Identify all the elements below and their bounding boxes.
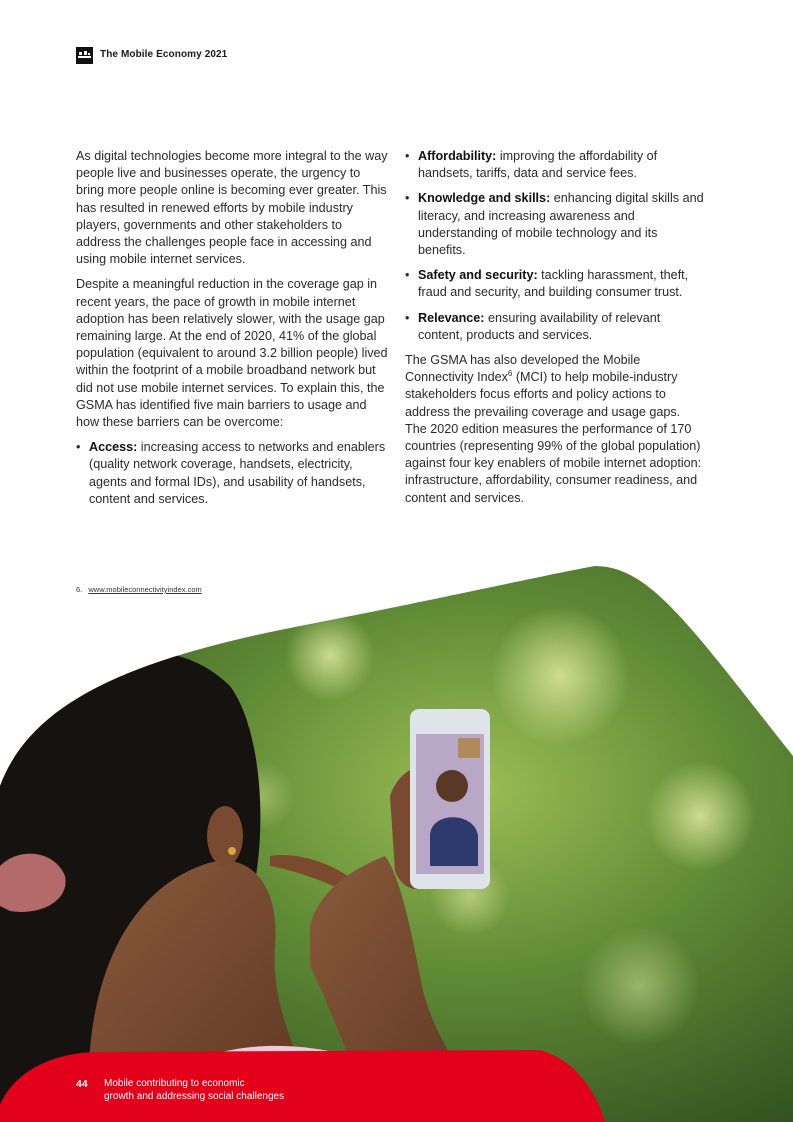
bullet-text: enhancing digital skills and literacy, and increasing awareness and understanding of mobile technology and its benefits. [418,191,704,258]
report-title: The Mobile Economy 2021 [100,49,228,60]
bullet-term: Access: [89,440,138,455]
bullet-term: Relevance: [418,310,485,325]
bullet-text: tackling harassment, theft, fraud and security, and building consumer trust. [418,268,689,300]
footnote-marker: 6 [507,369,513,379]
list-item-affordability [405,148,705,182]
bullet-icon: • [405,191,410,206]
mci-text-end: (MCI) to help mobile-industry stakeholders focus efforts and policy actions to address the prevailing coverage and usage gaps. The 2020 edition measures the performance of 170 countries (representing 99% of the global population) against four key enablers of mobile internet adoption: infrastructure, affordability, consumer readiness, and content and services. [405,370,702,505]
bullet-term: Safety and security: [418,268,538,283]
footnote-number: 6. [76,585,83,594]
bullet-text: improving the affordability of handsets, tariffs, data and service fees. [418,149,658,181]
section-title-line1: Mobile contributing to economic [104,1078,245,1089]
barriers-list [76,439,388,508]
mci-text-start: The GSMA has also developed the Mobile Connectivity Index [405,353,641,385]
left-column [76,148,388,516]
section-title [104,1078,364,1103]
bullet-term: Affordability: [418,149,497,163]
coverage-gap-paragraph: Despite a meaningful reduction in the coverage gap in recent years, the pace of growth in mobile internet adoption has been relatively slower, with the usage gap remaining large. At the end of 2020, 41% of the global population (equivalent to around 3.2 billion people) lived within the footprint of a mobile broadband network but did not use mobile internet services. To explain this, the GSMA has identified five main barriers to usage and how these barriers can be overcome: [76,277,388,430]
list-item-access [76,439,388,508]
bullet-term: Knowledge and skills: [418,191,551,206]
bullet-icon: • [76,440,81,455]
bullet-icon: • [405,268,410,283]
woman-video-call-photo [0,566,793,1122]
footnote-link[interactable]: www.mobileconnectivityindex.com [88,585,202,594]
bullet-icon: • [405,149,410,163]
intro-paragraph: As digital technologies become more integral to the way people live and businesses operate, the urgency to bring more people online is becoming ever greater. This has resulted in renewed efforts by mobile industry players, governments and other stakeholders to address the challenges people face in accessing and using mobile internet services. [76,149,388,267]
list-item-safety [405,267,705,301]
mci-paragraph [405,352,705,507]
right-column [405,148,705,515]
section-title-line2: growth and addressing social challenges [104,1090,285,1102]
list-item-relevance [405,310,705,344]
page-number: 44 [76,1078,88,1090]
gsma-logo-icon [76,47,93,64]
bullet-icon: • [405,310,410,325]
barriers-list-continued [405,148,705,344]
list-item-knowledge [405,190,705,259]
bullet-text: increasing access to networks and enablers (quality network coverage, handsets, electricity, agents and formal IDs), and usability of handsets, content and services. [89,440,386,506]
bullet-text: ensuring availability of relevant content, products and services. [418,310,661,342]
